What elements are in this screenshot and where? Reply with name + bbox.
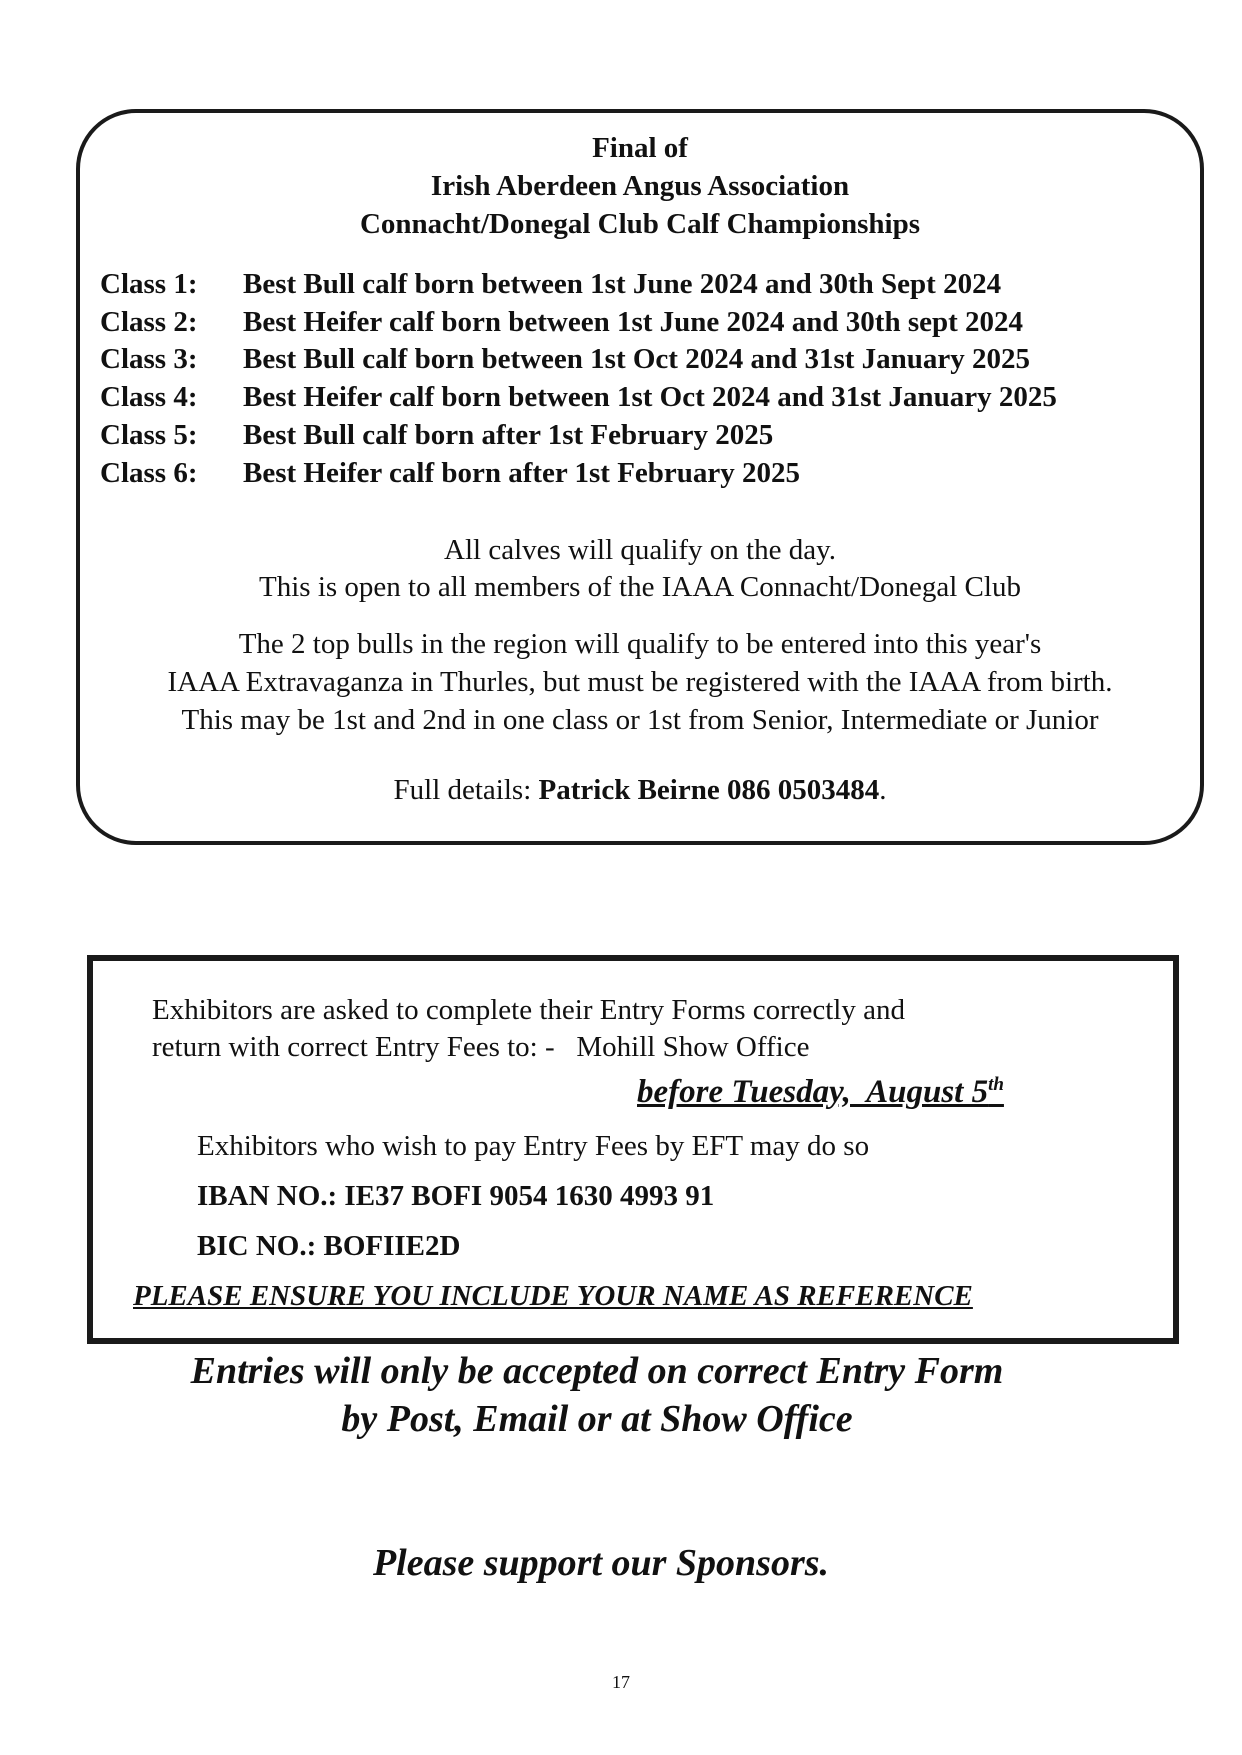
deadline bbox=[637, 1065, 1004, 1112]
reference-notice: PLEASE ENSURE YOU INCLUDE YOUR NAME AS REFERENCE bbox=[133, 1280, 973, 1312]
title-line-2: Irish Aberdeen Angus Association bbox=[430, 170, 850, 202]
class-label: Class 6: bbox=[100, 457, 198, 489]
class-row bbox=[100, 342, 1030, 376]
championship-box bbox=[76, 109, 1204, 845]
class-text: Best Heifer calf born after 1st February 2025 bbox=[243, 457, 801, 489]
full-details bbox=[80, 773, 1200, 807]
details-contact: Patrick Beirne 086 0503484 bbox=[538, 774, 880, 806]
details-prefix: Full details: bbox=[393, 774, 539, 806]
sponsors-note: Please support our Sponsors. bbox=[372, 1542, 830, 1584]
iban-number: IBAN NO.: IE37 BOFI 9054 1630 4993 91 bbox=[197, 1180, 715, 1212]
class-row bbox=[100, 305, 1023, 339]
entries-note-line-2: by Post, Email or at Show Office bbox=[341, 1398, 853, 1440]
bulls-line-2: IAAA Extravaganza in Thurles, but must be registered with the IAAA from birth. bbox=[167, 666, 1113, 698]
qualify-line-1: All calves will qualify on the day. bbox=[444, 534, 836, 566]
class-label: Class 2: bbox=[100, 306, 198, 338]
qualify-line-2: This is open to all members of the IAAA Connacht/Donegal Club bbox=[259, 571, 1021, 603]
class-text: Best Bull calf born between 1st Oct 2024 and 31st January 2025 bbox=[243, 343, 1031, 375]
details-suffix: . bbox=[879, 774, 887, 806]
class-label: Class 5: bbox=[100, 419, 198, 451]
class-label: Class 3: bbox=[100, 343, 198, 375]
bic-number: BIC NO.: BOFIIE2D bbox=[197, 1230, 461, 1262]
class-label: Class 1: bbox=[100, 268, 198, 300]
deadline-text: before Tuesday, August 5 bbox=[637, 1074, 989, 1110]
title-line-1: Final of bbox=[592, 132, 688, 164]
class-row bbox=[100, 418, 773, 452]
page-number: 17 bbox=[612, 1672, 630, 1692]
eft-line: Exhibitors who wish to pay Entry Fees by EFT may do so bbox=[197, 1130, 870, 1162]
class-text: Best Bull calf born between 1st June 2024 and 30th Sept 2024 bbox=[243, 268, 1002, 300]
title-line-3: Connacht/Donegal Club Calf Championships bbox=[359, 208, 920, 240]
class-text: Best Heifer calf born between 1st Oct 2024 and 31st January 2025 bbox=[243, 381, 1057, 413]
entry-fees-box bbox=[87, 955, 1179, 1344]
entry-line-1: Exhibitors are asked to complete their Entry Forms correctly and bbox=[152, 994, 905, 1026]
class-text: Best Heifer calf born between 1st June 2024 and 30th sept 2024 bbox=[243, 306, 1024, 338]
class-label: Class 4: bbox=[100, 381, 198, 413]
class-row bbox=[100, 380, 1057, 414]
entry-line-2: return with correct Entry Fees to: - Mohill Show Office bbox=[152, 1031, 810, 1063]
entries-note-line-1: Entries will only be accepted on correct Entry Form bbox=[190, 1350, 1004, 1392]
class-row bbox=[100, 456, 800, 490]
class-row bbox=[100, 267, 1001, 301]
bulls-line-1: The 2 top bulls in the region will qualify to be entered into this year's bbox=[238, 628, 1042, 660]
class-text: Best Bull calf born after 1st February 2025 bbox=[243, 419, 774, 451]
deadline-sup: th bbox=[988, 1074, 1004, 1095]
bulls-line-3: This may be 1st and 2nd in one class or 1st from Senior, Intermediate or Junior bbox=[181, 704, 1099, 736]
